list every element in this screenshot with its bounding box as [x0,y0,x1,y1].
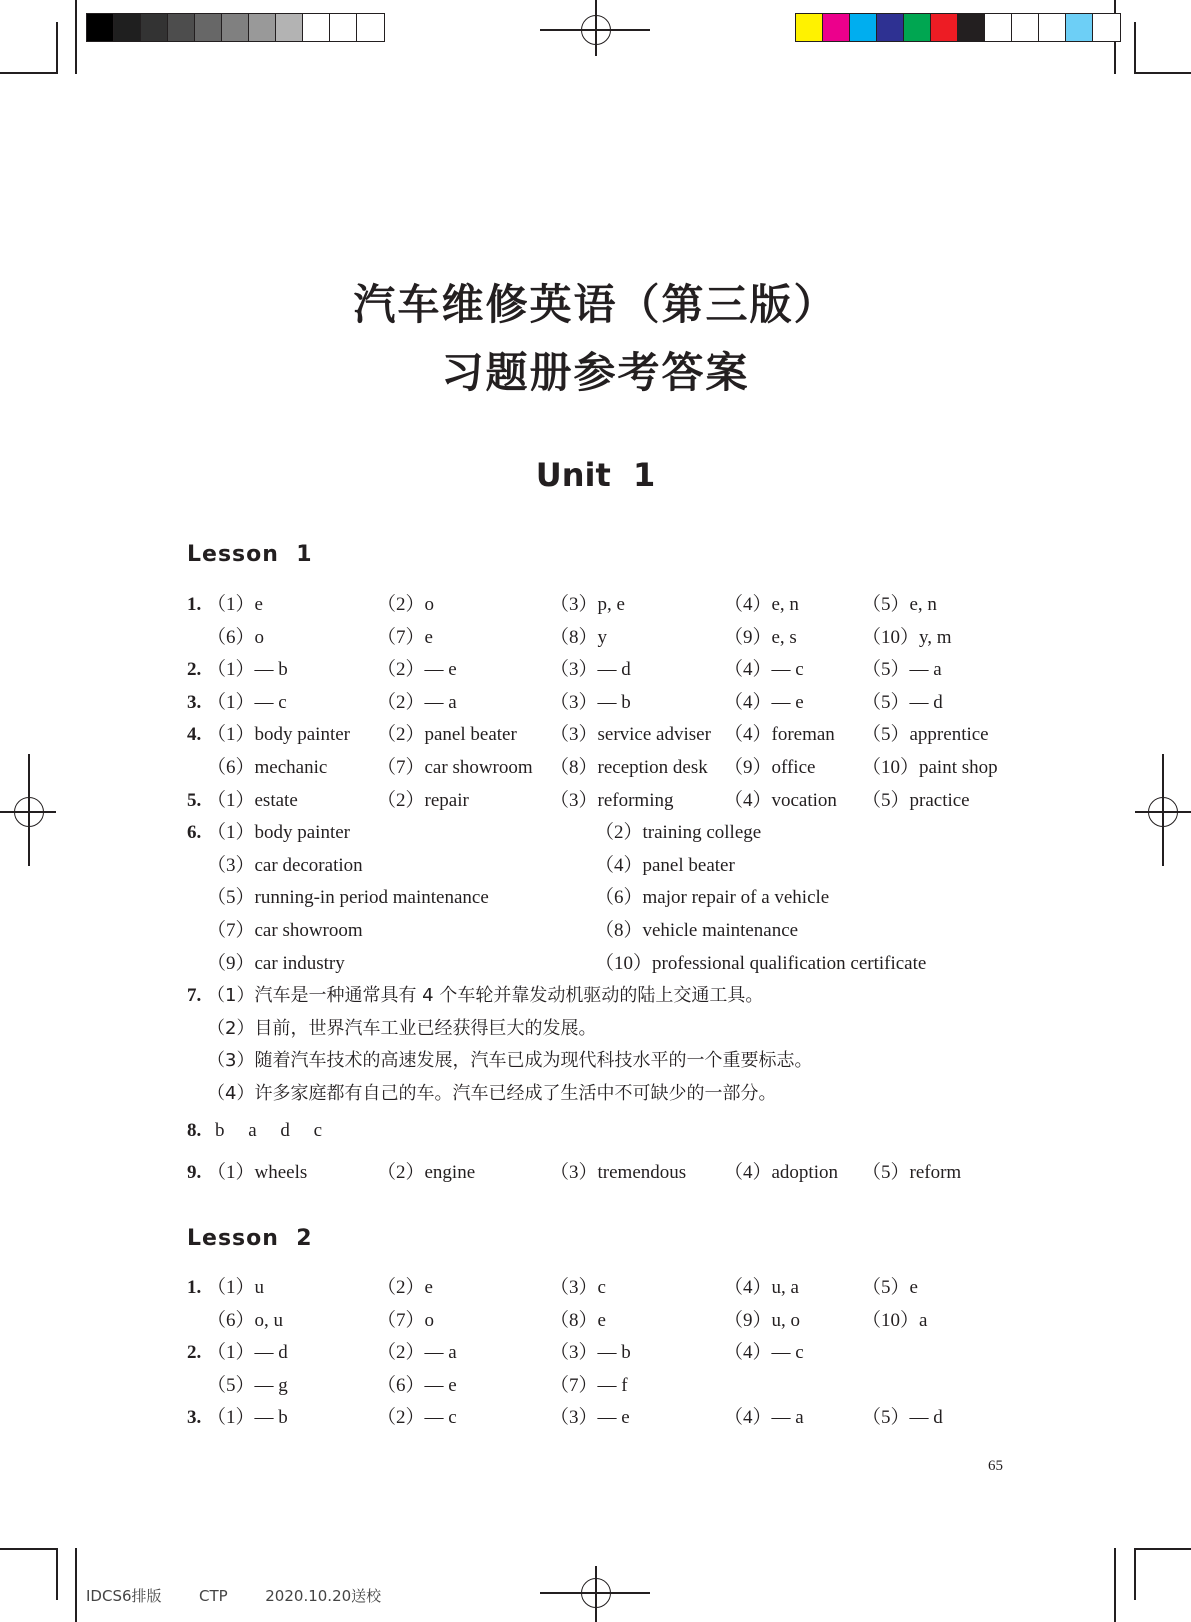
answer-cell: （6）— e [377,1375,457,1396]
answer-cell: （7）car showroom [377,757,533,778]
answer-row [187,623,1007,653]
answer-cell: （3）car decoration [207,855,363,876]
document-title-line-1: 汽车维修英语（第三版） [353,280,838,329]
answer-cell: （9）office [724,757,816,778]
question-number: 6. [187,822,202,843]
answer-cell: （5）— a [862,659,942,680]
answer-cell: （1）— b [207,659,288,680]
answer-cell: （6）o, u [207,1310,284,1331]
answer-row [187,786,1007,816]
answer-cell: （4）e, n [724,594,799,615]
answer-row [187,720,1007,750]
answer-row [187,688,1007,718]
answer-cell: （2）panel beater [377,724,517,745]
answer-cell: （7）car showroom [207,920,363,941]
answer-cell: （2）— a [377,1342,457,1363]
answer-cell: （8）e [550,1310,606,1331]
question-number: 1. [187,594,202,615]
answer-cell: （3）— e [550,1407,630,1428]
gray-swatch [87,14,114,41]
gray-swatch [303,14,330,41]
answer-cell: （4）foreman [724,724,835,745]
answer-cell: （10）professional qualification certificate [595,953,927,974]
answer-cell: （2）— e [377,659,457,680]
answer-cell: （4）panel beater [595,855,735,876]
gray-swatch [222,14,249,41]
answer-cell: （1）e [207,594,263,615]
answer-cell: （2）engine [377,1162,476,1183]
answer-cell: （3）tremendous [550,1162,687,1183]
gray-swatch [195,14,222,41]
gray-swatch [276,14,303,41]
answer-row [187,1158,1007,1188]
answer-cell: （2）o [377,594,435,615]
question-number: 2. [187,659,202,680]
color-swatch [958,14,985,41]
answer-cell: （8）y [550,627,608,648]
answer-cell: （4）— a [724,1407,804,1428]
answer-cell: （5）e, n [862,594,937,615]
answer-cell: （4）adoption [724,1162,838,1183]
color-swatch [796,14,823,41]
answer-cell: （4）— e [724,692,804,713]
answer-cell: （1）estate [207,790,298,811]
answer-cell: （5）— g [207,1375,288,1396]
answer-cell: （1）body painter [207,822,351,843]
answer-row [187,1046,1007,1076]
answer-cell: （9）car industry [207,953,345,974]
answer-cell: （1）u [207,1277,265,1298]
question-number: 8. [187,1120,202,1141]
lesson-heading: Lesson 2 [187,1226,313,1251]
color-swatch-bar [795,13,1121,42]
unit-heading: Unit 1 [535,456,656,494]
print-slug: IDCS6排版 CTP 2020.10.20送校 [86,1587,382,1605]
answer-line: （2）目前，世界汽车工业已经获得巨大的发展。 [207,1018,597,1039]
answer-cell: （4）vocation [724,790,837,811]
color-swatch [931,14,958,41]
answer-cell: （6）major repair of a vehicle [595,887,830,908]
answer-cell: （8）reception desk [550,757,708,778]
answer-cell: （7）— f [550,1375,628,1396]
gray-swatch [330,14,357,41]
color-swatch [1039,14,1066,41]
page-number: 65 [988,1458,1003,1474]
answer-cell: （6）o [207,627,265,648]
answer-cell: （5）e [862,1277,918,1298]
gray-swatch [168,14,195,41]
answer-row [187,753,1007,783]
answer-cell: （7）o [377,1310,435,1331]
answer-row [187,818,1007,848]
answer-cell: （5）— d [862,692,943,713]
answer-row [187,1079,1007,1109]
color-swatch [1066,14,1093,41]
answer-row [187,916,1007,946]
color-swatch [904,14,931,41]
answer-cell: （9）e, s [724,627,797,648]
question-number: 5. [187,790,202,811]
question-number: 7. [187,985,202,1006]
answer-cell: （2）— c [377,1407,457,1428]
answer-cell: （2）e [377,1277,433,1298]
answer-cell: （3）— b [550,692,631,713]
question-number: 3. [187,692,202,713]
answer-cell: （5）reform [862,1162,962,1183]
answer-cell: （5）running-in period maintenance [207,887,489,908]
answer-cell: （4）— c [724,1342,804,1363]
grayscale-swatch-bar [86,13,385,42]
gray-swatch [249,14,276,41]
answer-cell: （3）p, e [550,594,625,615]
answer-row [187,1403,1007,1433]
answer-row [187,1116,1007,1146]
question-number: 3. [187,1407,202,1428]
answer-row [187,1371,1007,1401]
answer-cell: （5）practice [862,790,970,811]
question-number: 1. [187,1277,202,1298]
color-swatch [850,14,877,41]
answer-row [187,851,1007,881]
answer-cell: （4）u, a [724,1277,799,1298]
answer-row [187,1306,1007,1336]
answer-cell: （3）— d [550,659,631,680]
document-title-line-2: 习题册参考答案 [441,348,750,397]
answer-row [187,1273,1007,1303]
question-number: 9. [187,1162,202,1183]
answer-row [187,1338,1007,1368]
answer-cell: （7）e [377,627,433,648]
answer-row [187,655,1007,685]
gray-swatch [357,14,384,41]
lesson-heading: Lesson 1 [187,542,313,567]
answer-cell: （3）service adviser [550,724,711,745]
answer-cell: （2）— a [377,692,457,713]
answer-cell: （9）u, o [724,1310,801,1331]
answer-cell: （6）mechanic [207,757,328,778]
answer-cell: （1）— d [207,1342,288,1363]
answer-cell: （1）— c [207,692,287,713]
answer-cell: （5）apprentice [862,724,989,745]
answer-row [187,981,1007,1011]
answer-cell: （2）repair [377,790,469,811]
answer-cell: （1）wheels [207,1162,308,1183]
answer-cell: （10）paint shop [862,757,998,778]
color-swatch [823,14,850,41]
color-swatch [985,14,1012,41]
answer-cell: （1）— b [207,1407,288,1428]
answer-row [187,590,1007,620]
answer-line: （3）随着汽车技术的高速发展，汽车已成为现代科技水平的一个重要标志。 [207,1050,813,1071]
color-swatch [1012,14,1039,41]
answer-cell: （3）c [550,1277,606,1298]
question-number: 4. [187,724,202,745]
answer-line: （4）许多家庭都有自己的车。汽车已经成了生活中不可缺少的一部分。 [207,1083,777,1104]
question-number: 2. [187,1342,202,1363]
answer-cell: （5）— d [862,1407,943,1428]
answer-cell: （10）y, m [862,627,952,648]
answer-row [187,1014,1007,1044]
color-swatch [1093,14,1120,41]
answer-cell: （4）— c [724,659,804,680]
color-swatch [877,14,904,41]
gray-swatch [141,14,168,41]
answer-cell: （3）— b [550,1342,631,1363]
answer-cell: （8）vehicle maintenance [595,920,799,941]
answer-line: b a d c [215,1120,323,1141]
answer-line: （1）汽车是一种通常具有 4 个车轮并靠发动机驱动的陆上交通工具。 [207,985,764,1006]
answer-cell: （1）body painter [207,724,351,745]
answer-cell: （3）reforming [550,790,674,811]
answer-cell: （10）a [862,1310,928,1331]
gray-swatch [114,14,141,41]
answer-row [187,883,1007,913]
answer-row [187,949,1007,979]
answer-cell: （2）training college [595,822,762,843]
